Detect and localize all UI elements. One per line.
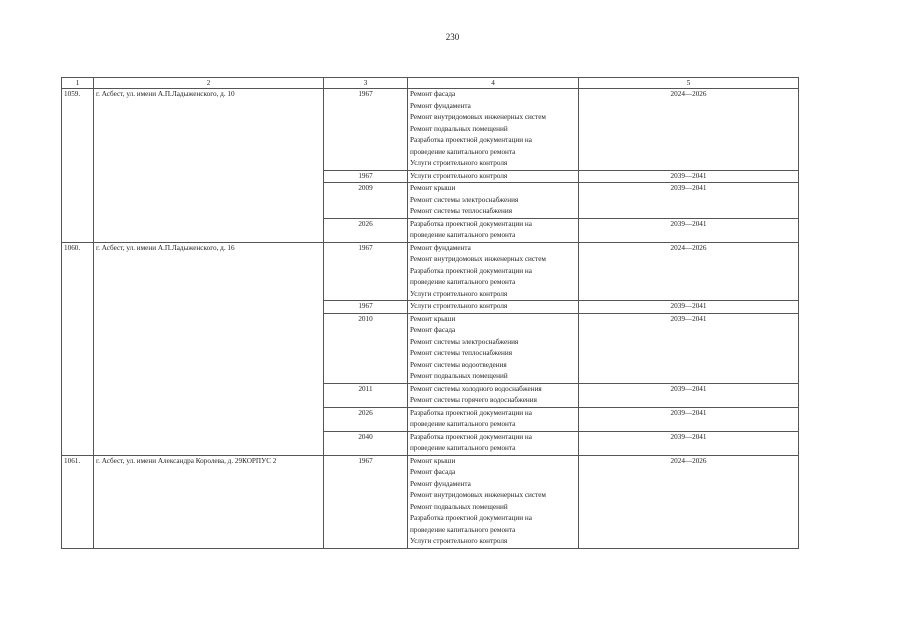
works-cell (408, 383, 579, 407)
works-cell (408, 218, 579, 242)
table-row (62, 89, 799, 171)
work-item: Услуги строительного контроля (410, 159, 508, 167)
period-cell: 2039—2041 (579, 183, 799, 219)
header-cell-4: 4 (408, 78, 579, 89)
work-item: Ремонт системы электроснабжения (410, 195, 519, 204)
header-row (62, 78, 799, 89)
works-cell (408, 183, 579, 219)
work-item: Ремонт системы холодного водоснабжения (410, 384, 542, 393)
work-item: проведение капитального ремонта (410, 147, 516, 156)
year-cell: 2026 (324, 218, 408, 242)
header-cell-5: 5 (579, 78, 799, 89)
work-item: Ремонт фундамента (410, 243, 471, 252)
work-item: Ремонт системы электроснабжения (410, 337, 519, 346)
header-cell-3: 3 (324, 78, 408, 89)
year-cell: 1967 (324, 301, 408, 314)
work-item: проведение капитального ремонта (410, 420, 516, 428)
work-item: Услуги строительного контроля (410, 537, 508, 545)
work-item: Ремонт внутридомовых инженерных систем (410, 491, 546, 499)
building-number: 1059. (62, 89, 94, 243)
work-item: Разработка проектной документации на (410, 136, 532, 144)
capital-repair-table (61, 77, 799, 549)
works-cell (408, 455, 579, 548)
table-row (62, 242, 799, 301)
work-item: Ремонт внутридомовых инженерных систем (410, 255, 546, 263)
work-item: Ремонт крыши (410, 184, 456, 192)
year-cell: 1967 (324, 89, 408, 171)
year-cell: 1967 (324, 242, 408, 301)
period-cell: 2024—2026 (579, 89, 799, 171)
works-cell (408, 313, 579, 383)
works-cell (408, 89, 579, 171)
year-cell: 2011 (324, 383, 408, 407)
period-cell: 2024—2026 (579, 455, 799, 548)
work-item: проведение капитального ремонта (410, 278, 516, 286)
work-item: Ремонт подвальных помещений (410, 502, 508, 511)
work-item: Ремонт системы водоотведения (410, 360, 507, 369)
year-cell: 1967 (324, 170, 408, 183)
table-row (62, 455, 799, 548)
work-item: Ремонт внутридомовых инженерных систем (410, 113, 546, 121)
table-body (62, 89, 799, 549)
building-number: 1061. (62, 455, 94, 548)
period-cell: 2024—2026 (579, 242, 799, 301)
work-item: Ремонт системы теплоснабжения (410, 349, 513, 357)
header-cell-1: 1 (62, 78, 94, 89)
work-item: Разработка проектной документации на (410, 219, 532, 228)
period-cell: 2039—2041 (579, 301, 799, 314)
work-item: Ремонт подвальных помещений (410, 124, 508, 133)
year-cell: 2040 (324, 431, 408, 455)
building-address: г. Асбест, ул. имени А.П.Ладыженского, д. 10 (94, 89, 324, 243)
period-cell: 2039—2041 (579, 407, 799, 431)
work-item: Услуги строительного контроля (410, 171, 508, 180)
work-item: Услуги строительного контроля (410, 302, 508, 310)
work-item: Разработка проектной документации на (410, 266, 532, 275)
year-cell: 2010 (324, 313, 408, 383)
work-item: Разработка проектной документации на (410, 408, 532, 417)
building-number: 1060. (62, 242, 94, 455)
period-cell: 2039—2041 (579, 383, 799, 407)
work-item: Ремонт фундамента (410, 479, 471, 488)
period-cell: 2039—2041 (579, 313, 799, 383)
period-cell: 2039—2041 (579, 431, 799, 455)
works-cell (408, 170, 579, 183)
work-item: Ремонт крыши (410, 314, 456, 323)
work-item: Ремонт фасада (410, 468, 456, 476)
works-cell (408, 242, 579, 301)
work-item: Ремонт фасада (410, 90, 456, 98)
period-cell: 2039—2041 (579, 170, 799, 183)
work-item: Ремонт подвальных помещений (410, 372, 508, 380)
work-item: проведение капитального ремонта (410, 231, 516, 239)
work-item: проведение капитального ремонта (410, 444, 516, 452)
year-cell: 2026 (324, 407, 408, 431)
work-item: Услуги строительного контроля (410, 289, 508, 298)
period-cell: 2039—2041 (579, 218, 799, 242)
work-item: Ремонт крыши (410, 456, 456, 465)
work-item: Ремонт системы теплоснабжения (410, 207, 513, 215)
work-item: Ремонт системы горячего водоснабжения (410, 396, 537, 404)
building-address: г. Асбест, ул. имени Александра Королева, д. 29КОРПУС 2 (94, 455, 324, 548)
page-number: 230 (445, 32, 460, 42)
building-address: г. Асбест, ул. имени А.П.Ладыженского, д. 16 (94, 242, 324, 455)
work-item: проведение капитального ремонта (410, 525, 516, 534)
works-cell (408, 301, 579, 314)
work-item: Ремонт фундамента (410, 101, 471, 110)
works-cell (408, 407, 579, 431)
year-cell: 1967 (324, 455, 408, 548)
work-item: Разработка проектной документации на (410, 514, 532, 522)
header-cell-2: 2 (94, 78, 324, 89)
year-cell: 2009 (324, 183, 408, 219)
work-item: Разработка проектной документации на (410, 432, 532, 441)
works-cell (408, 431, 579, 455)
work-item: Ремонт фасада (410, 326, 456, 334)
